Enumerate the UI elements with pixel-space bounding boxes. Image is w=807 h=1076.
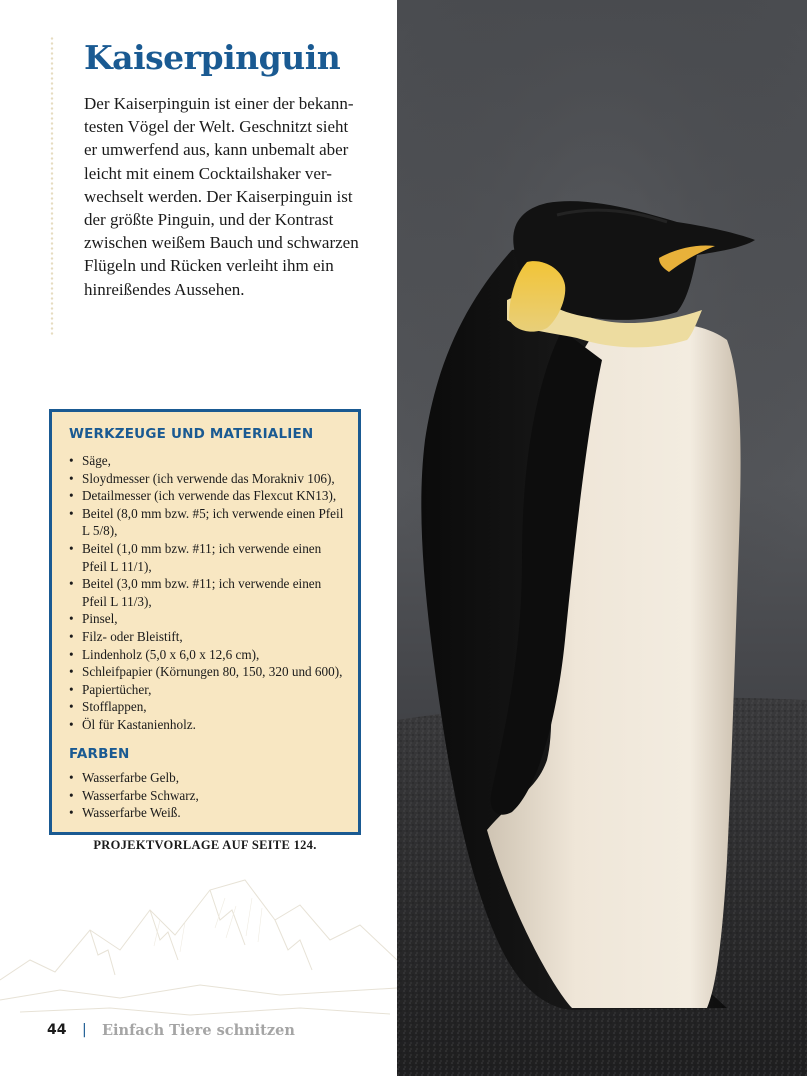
tools-list-item: • Schleifpapier (Körnungen 80, 150, 320 und 600), [68, 663, 343, 681]
project-template-reference: PROJEKTVORLAGE AUF SEITE 124. [93, 838, 317, 852]
tools-list-item: • Detailmesser (ich verwende das Flexcut KN13), [68, 487, 343, 505]
text-column [0, 0, 397, 1076]
intro-line: Flügeln und Rücken verleiht ihm ein [84, 256, 334, 276]
carved-penguin-photo [397, 0, 807, 1076]
intro-line: zwischen weißem Bauch und schwarzen [84, 233, 359, 253]
tools-list-item: • Beitel (8,0 mm bzw. #5; ich verwende einen Pfeil L 5/8), [68, 505, 343, 540]
intro-line: er umwerfend aus, kann unbemalt aber [84, 140, 349, 160]
intro-paragraph [84, 92, 374, 301]
colors-heading: FARBEN [69, 746, 130, 762]
page-number: 44 [47, 1022, 67, 1038]
intro-line: der größte Pinguin, und der Kontrast [84, 210, 334, 230]
mountain-sketch-illustration [0, 850, 397, 1030]
intro-line: Der Kaiserpinguin ist einer der bekann- [84, 94, 354, 113]
tools-list-item: • Beitel (1,0 mm bzw. #11; ich verwende einen Pfeil L 11/1), [68, 540, 343, 575]
intro-line: hinreißendes Aussehen. [84, 279, 245, 299]
tools-list-item: • Stofflappen, [68, 698, 343, 716]
colors-list-item: • Wasserfarbe Weiß. [68, 804, 199, 822]
colors-list-item: • Wasserfarbe Schwarz, [68, 787, 199, 805]
materials-box [49, 409, 361, 835]
book-title: Einfach Tiere schnitzen [102, 1022, 295, 1039]
tools-list-item: • Papiertücher, [68, 681, 343, 699]
decorative-dot-column [50, 36, 54, 336]
intro-line: testen Vögel der Welt. Geschnitzt sieht [84, 117, 349, 137]
tools-list-item: • Säge, [68, 452, 343, 470]
page-title: Kaiserpinguin [84, 38, 341, 77]
footer-separator: | [82, 1022, 87, 1038]
tools-heading: WERKZEUGE UND MATERIALIEN [69, 426, 314, 442]
tools-list-item: • Sloydmesser (ich verwende das Morakniv 106), [68, 470, 343, 488]
tools-list-item: • Öl für Kastanienholz. [68, 716, 343, 734]
tools-list-item: • Pinsel, [68, 610, 343, 628]
tools-list-item: • Lindenholz (5,0 x 6,0 x 12,6 cm), [68, 646, 343, 664]
tools-list [68, 452, 343, 734]
tools-list-item: • Beitel (3,0 mm bzw. #11; ich verwende einen Pfeil L 11/3), [68, 575, 343, 610]
colors-list-item: • Wasserfarbe Gelb, [68, 769, 199, 787]
tools-list-item: • Filz- oder Bleistift, [68, 628, 343, 646]
intro-line: leicht mit einem Cocktailshaker ver- [84, 163, 332, 183]
colors-list [68, 769, 199, 822]
intro-line: wechselt werden. Der Kaiserpinguin ist [84, 186, 353, 206]
